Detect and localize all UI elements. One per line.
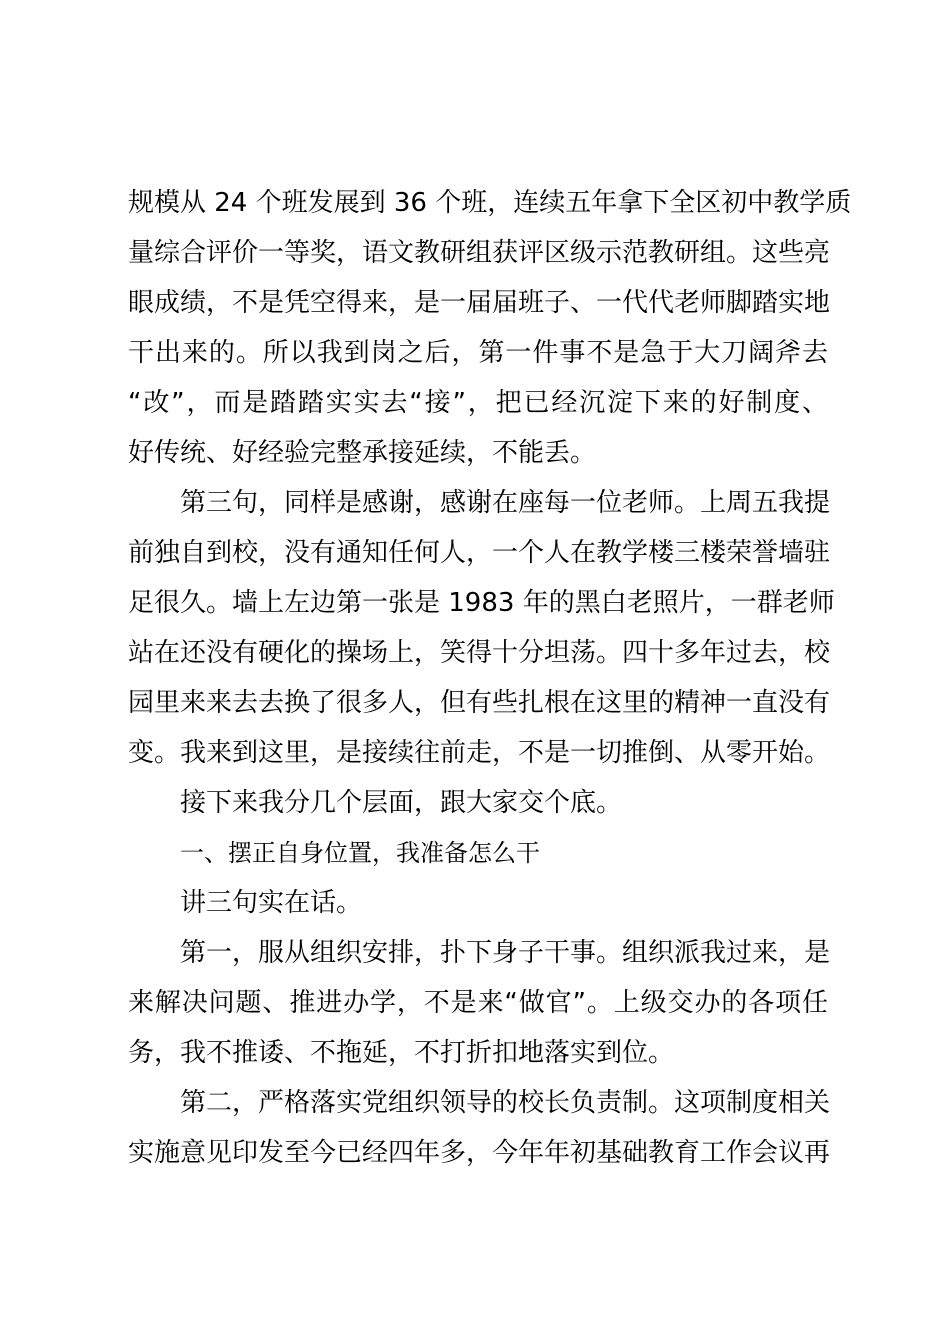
- text-line: 来解决问题、推进办学，不是来“做官”。上级交办的各项任: [128, 988, 828, 1018]
- text-line: 第一，服从组织安排，扑下身子干事。组织派我过来，是: [180, 938, 831, 968]
- text-line: 站在还没有硬化的操场上，笑得十分坦荡。四十多年过去，校: [128, 638, 831, 668]
- text-line: “改”，而是踏踏实实去“接”，把已经沉淀下来的好制度、: [128, 388, 828, 418]
- text-line: 前独自到校，没有通知任何人，一个人在教学楼三楼荣誉墙驻: [128, 538, 831, 568]
- text-line: 足很久。墙上左边第一张是 1983 年的黑白老照片，一群老师: [128, 588, 835, 618]
- text-line: 园里来来去去换了很多人，但有些扎根在这里的精神一直没有: [128, 688, 831, 718]
- text-line: 眼成绩，不是凭空得来，是一届届班子、一代代老师脚踏实地: [128, 288, 831, 318]
- text-line: 变。我来到这里，是接续往前走，不是一切推倒、从零开始。: [128, 738, 831, 768]
- text-line: 干出来的。所以我到岗之后，第一件事不是急于大刀阔斧去: [128, 338, 828, 368]
- section-heading: 一、摆正自身位置，我准备怎么干: [180, 839, 540, 867]
- text-line: 好传统、好经验完整承接延续，不能丢。: [128, 438, 597, 468]
- text-line: 量综合评价一等奖，语文教研组获评区级示范教研组。这些亮: [128, 238, 831, 268]
- text-line: 第二，严格落实党组织领导的校长负责制。这项制度相关: [180, 1088, 831, 1118]
- text-line: 第三句，同样是感谢，感谢在座每一位老师。上周五我提: [180, 488, 831, 518]
- text-line: 讲三句实在话。: [180, 888, 363, 918]
- document-body: [128, 178, 852, 1178]
- text-line: 务，我不推诿、不拖延，不打折扣地落实到位。: [128, 1038, 675, 1068]
- text-line: 实施意见印发至今已经四年多，今年年初基础教育工作会议再: [128, 1138, 831, 1168]
- text-line: 规模从 24 个班发展到 36 个班，连续五年拿下全区初中教学质: [128, 188, 852, 218]
- text-line: 接下来我分几个层面，跟大家交个底。: [180, 788, 623, 818]
